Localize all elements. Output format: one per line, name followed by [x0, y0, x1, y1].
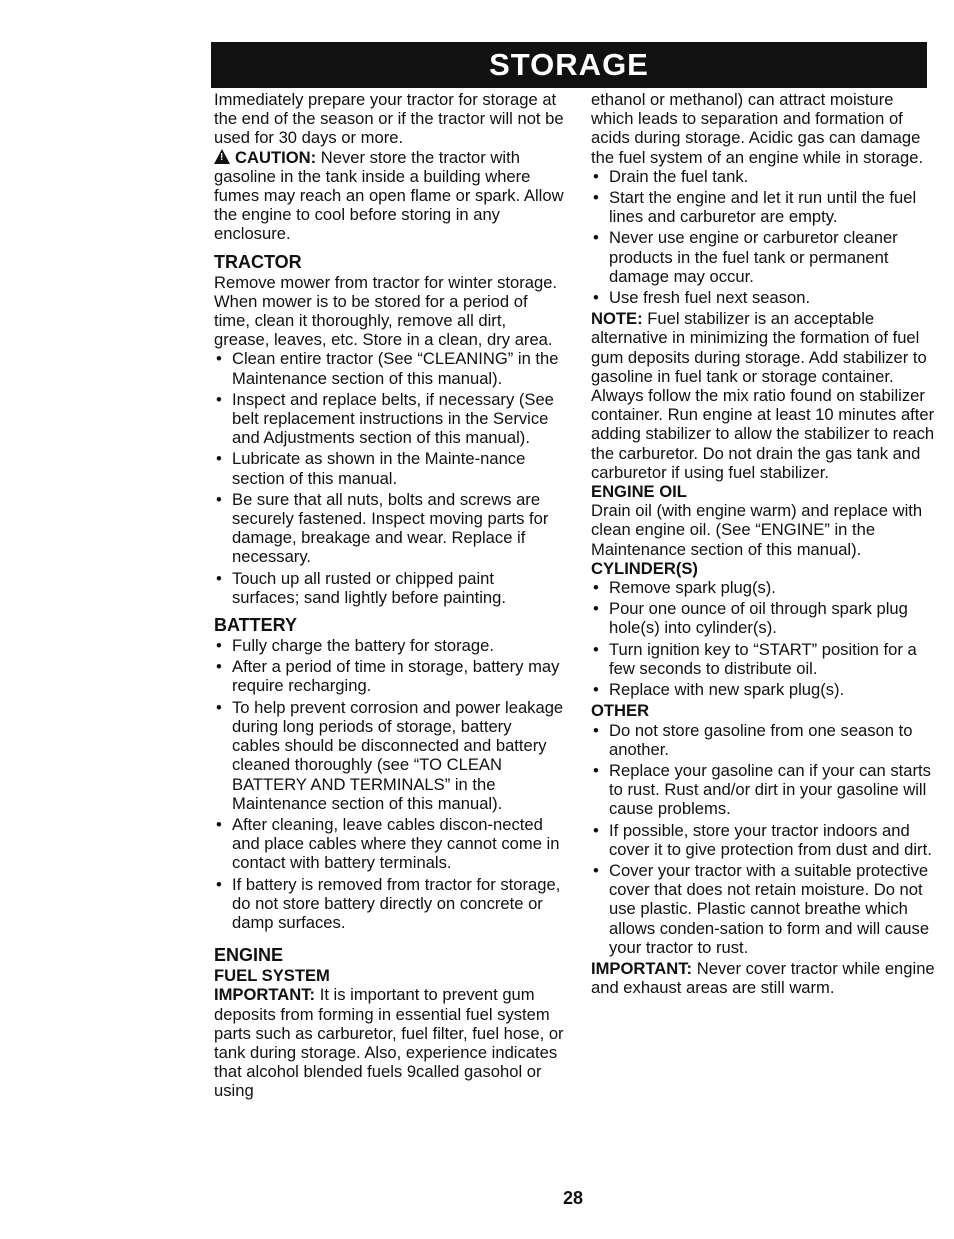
list-item: • Be sure that all nuts, bolts and screws are securely fastened. Inspect moving parts for damage, breakage and wear. Replace if necessary. — [214, 490, 564, 567]
list-item: • If battery is removed from tractor for storage, do not store battery directly on concrete or damp surfaces. — [214, 875, 564, 933]
list-item: • After a period of time in storage, battery may require recharging. — [214, 657, 564, 695]
note-label: NOTE: — [591, 309, 643, 329]
page-title: STORAGE — [211, 42, 927, 88]
list-item: • Pour one ounce of oil through spark plug hole(s) into cylinder(s). — [591, 599, 936, 637]
list-item: • Replace your gasoline can if your can starts to rust. Rust and/or dirt in your gasoline will cause problems. — [591, 761, 936, 819]
other-heading: OTHER — [591, 701, 650, 721]
list-item: • Cover your tractor with a suitable protective cover that does not retain moisture. Do not use plastic. Plastic cannot breathe which allows conden-sation to form and will cause your tractor to rust. — [591, 861, 936, 957]
important-label: IMPORTANT: — [591, 958, 693, 978]
list-item: • Use fresh fuel next season. — [591, 288, 936, 307]
final-important-paragraph — [591, 959, 936, 997]
list-item: • After cleaning, leave cables discon-nected and place cables where they cannot come in contact with battery terminals. — [214, 815, 564, 873]
right-column — [591, 90, 936, 997]
tractor-list — [214, 349, 564, 607]
important-label: IMPORTANT: — [214, 985, 316, 1005]
note-paragraph — [591, 309, 936, 482]
tractor-heading: TRACTOR — [214, 251, 302, 272]
list-item: • Drain the fuel tank. — [591, 167, 936, 186]
list-item: • Fully charge the battery for storage. — [214, 636, 564, 655]
engine-heading: ENGINE — [214, 945, 284, 966]
tractor-paragraph: Remove mower from tractor for winter storage. When mower is to be stored for a period of time, clean it thoroughly, remove all dirt, grease, leaves, etc. Store in a clean, dry area. — [214, 272, 558, 350]
list-item: • Inspect and replace belts, if necessary (See belt replacement instructions in the Service and Adjustments section of this manual). — [214, 390, 564, 448]
list-item: • Touch up all rusted or chipped paint surfaces; sand lightly before painting. — [214, 569, 564, 607]
list-item: • Clean entire tractor (See “CLEANING” in the Maintenance section of this manual). — [214, 349, 564, 387]
important-text: Never cover tractor while engine and exhaust areas are still warm. — [591, 958, 935, 998]
list-item: • If possible, store your tractor indoors and cover it to give protection from dust and dirt. — [591, 821, 936, 859]
cylinders-list — [591, 578, 936, 699]
cylinders-heading: CYLINDER(S) — [591, 558, 698, 578]
page-number: 28 — [563, 1188, 584, 1208]
list-item: • Start the engine and let it run until the fuel lines and carburetor are empty. — [591, 188, 936, 226]
list-item: • Remove spark plug(s). — [591, 578, 936, 597]
engine-important-paragraph — [214, 985, 564, 1100]
left-column — [214, 90, 564, 1101]
list-item: • Turn ignition key to “START” position for a few seconds to distribute oil. — [591, 640, 936, 678]
warning-triangle-icon — [214, 149, 230, 164]
battery-list — [214, 636, 564, 932]
battery-heading: BATTERY — [214, 615, 297, 636]
important-text: It is important to prevent gum deposits from forming in essential fuel system parts such as carburetor, fuel filter, fuel hose, or tank during storage. Also, experience indicates that alcohol blended fuels 9called gasohol or using — [214, 985, 564, 1101]
list-item: • Lubricate as shown in the Mainte-nance section of this manual. — [214, 449, 564, 487]
caution-label: CAUTION: — [235, 147, 317, 167]
fuel-list — [591, 167, 936, 307]
list-item: • To help prevent corrosion and power leakage during long periods of storage, battery cables should be disconnected and battery cleaned thoroughly (see “TO CLEAN BATTERY AND TERMINALS” in the Maintenance section of this manual). — [214, 698, 564, 813]
continued-paragraph: ethanol or methanol) can attract moisture which leads to separation and formation of acids during storage. Acidic gas can damage the fuel system of an engine while in storage. — [591, 90, 924, 167]
fuel-system-heading: FUEL SYSTEM — [214, 966, 330, 986]
engine-oil-heading: ENGINE OIL — [591, 482, 687, 502]
list-item: • Replace with new spark plug(s). — [591, 680, 936, 699]
list-item: • Never use engine or carburetor cleaner products in the fuel tank or permanent damage may occur. — [591, 228, 936, 286]
note-text: Fuel stabilizer is an acceptable alternative in minimizing the formation of fuel gum deposits during storage. Add stabilizer to gasoline in fuel tank or storage container. Always follow the mix ratio found on stabilizer container. Run engine at least 10 minutes after adding stabilizer to allow the stabilizer to reach the carburetor. Do not drain the gas tank and carburetor if using fuel stabilizer. — [591, 309, 935, 482]
intro-paragraph: Immediately prepare your tractor for storage at the end of the season or if the tractor will not be used for 30 days or more. — [214, 90, 564, 148]
list-item: • Do not store gasoline from one season to another. — [591, 721, 936, 759]
caution-paragraph — [214, 148, 564, 244]
caution-text: Never store the tractor with gasoline in the tank inside a building where fumes may reach an open flame or spark. Allow the engine to cool before storing in any enclosure. — [214, 147, 564, 244]
other-list — [591, 721, 936, 957]
engine-oil-paragraph: Drain oil (with engine warm) and replace with clean engine oil. (See “ENGINE” in the Maintenance section of this manual). — [591, 501, 923, 559]
